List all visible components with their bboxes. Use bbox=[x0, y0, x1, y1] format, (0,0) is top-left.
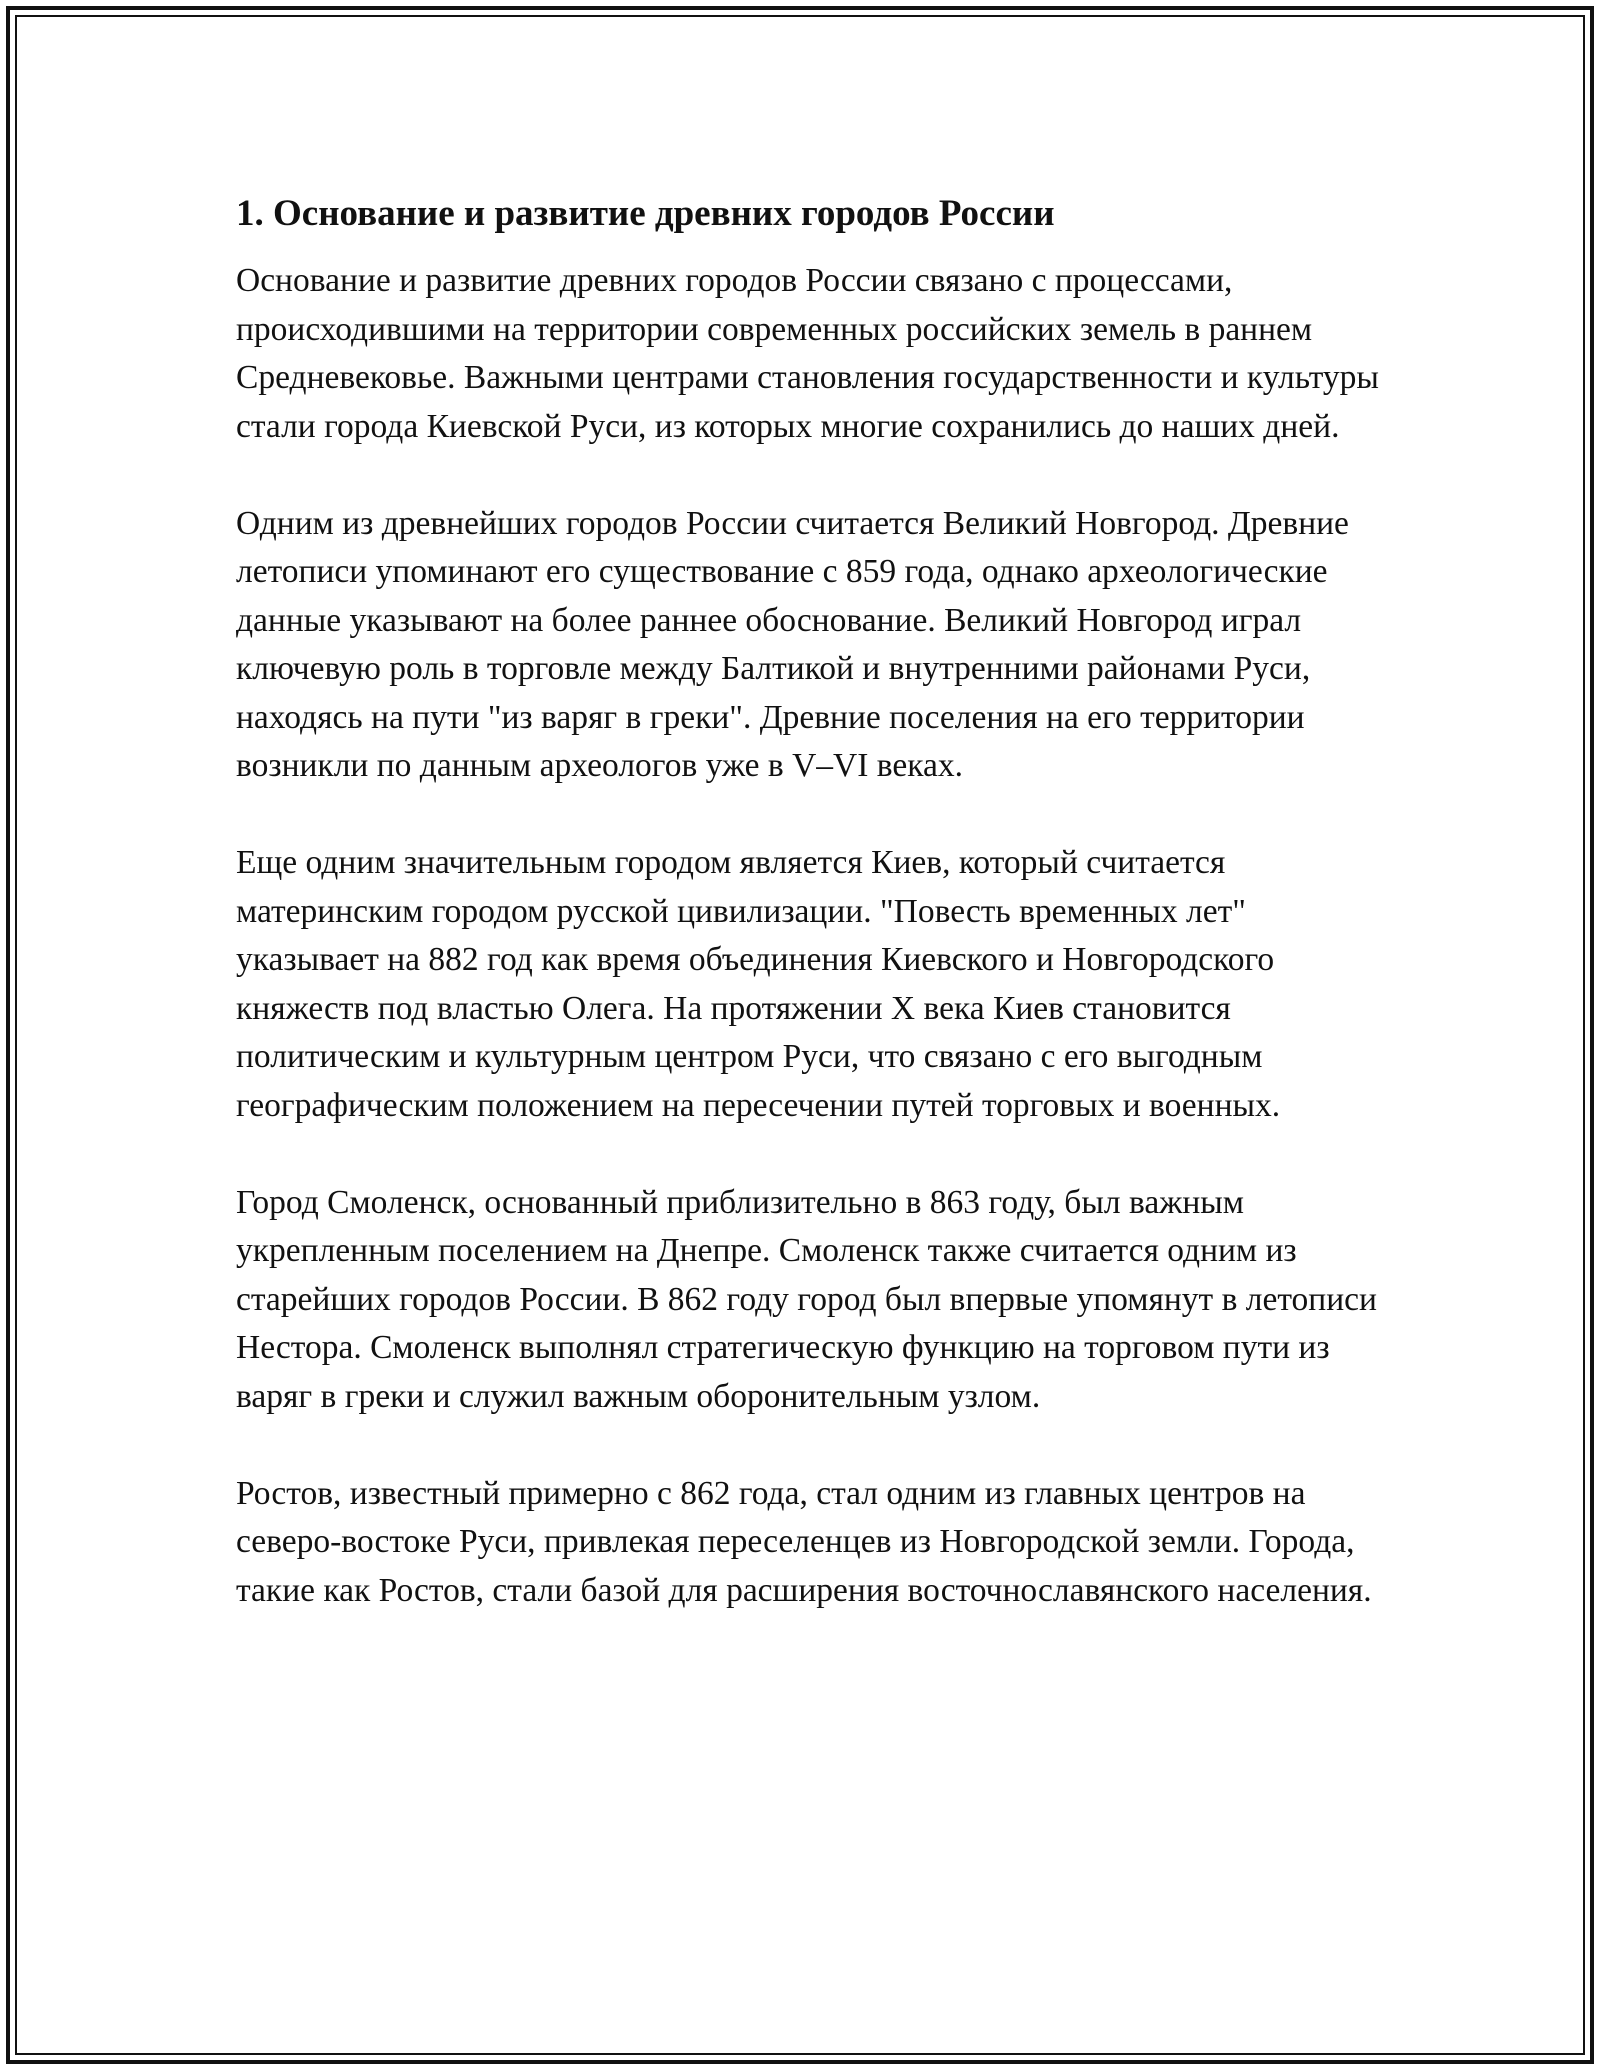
document-body bbox=[236, 188, 1386, 1664]
paragraph-novgorod: Одним из древнейших городов России считается Великий Новгород. Древние летописи упоминают его существование с 859 года, однако археологические данные указывают на более раннее обоснование. Великий Новгород играл ключевую роль в торговле между Балтикой и внутренними районами Руси, находясь на пути "из варяг в греки". Древние поселения на его территории возникли по данным археологов уже в V–VI веках. bbox=[236, 504, 1349, 784]
paragraph-kiev: Еще одним значительным городом является Киев, который считается материнским городом русской цивилизации. "Повесть временных лет" указывает на 882 год как время объединения Киевского и Новгородского княжеств под властью Олега. На протяжении X века Киев становится политическим и культурным центром Руси, что связано с его выгодным географическим положением на пересечении путей торговых и военных. bbox=[236, 844, 1281, 1124]
paragraph-rostov: Ростов, известный примерно с 862 года, стал одним из главных центров на северо-востоке Руси, привлекая переселенцев из Новгородской земли. Города, такие как Ростов, стали базой для расширения восточнославянского населения. bbox=[236, 1474, 1372, 1609]
paragraph-smolensk: Город Смоленск, основанный приблизительно в 863 году, был важным укрепленным поселением на Днепре. Смоленск также считается одним из старейших городов России. В 862 году город был впервые упомянут в летописи Нестора. Смоленск выполнял стратегическую функцию на торговом пути из варяг в греки и служил важным оборонительным узлом. bbox=[236, 1183, 1377, 1415]
document-heading: 1. Основание и развитие древних городов России bbox=[236, 193, 1055, 234]
paragraph-intro: Основание и развитие древних городов России связано с процессами, происходившими на территории современных российских земель в раннем Средневековье. Важными центрами становления государственности и культуры стали города Киевской Руси, из которых многие сохранились до наших дней. bbox=[236, 262, 1379, 445]
